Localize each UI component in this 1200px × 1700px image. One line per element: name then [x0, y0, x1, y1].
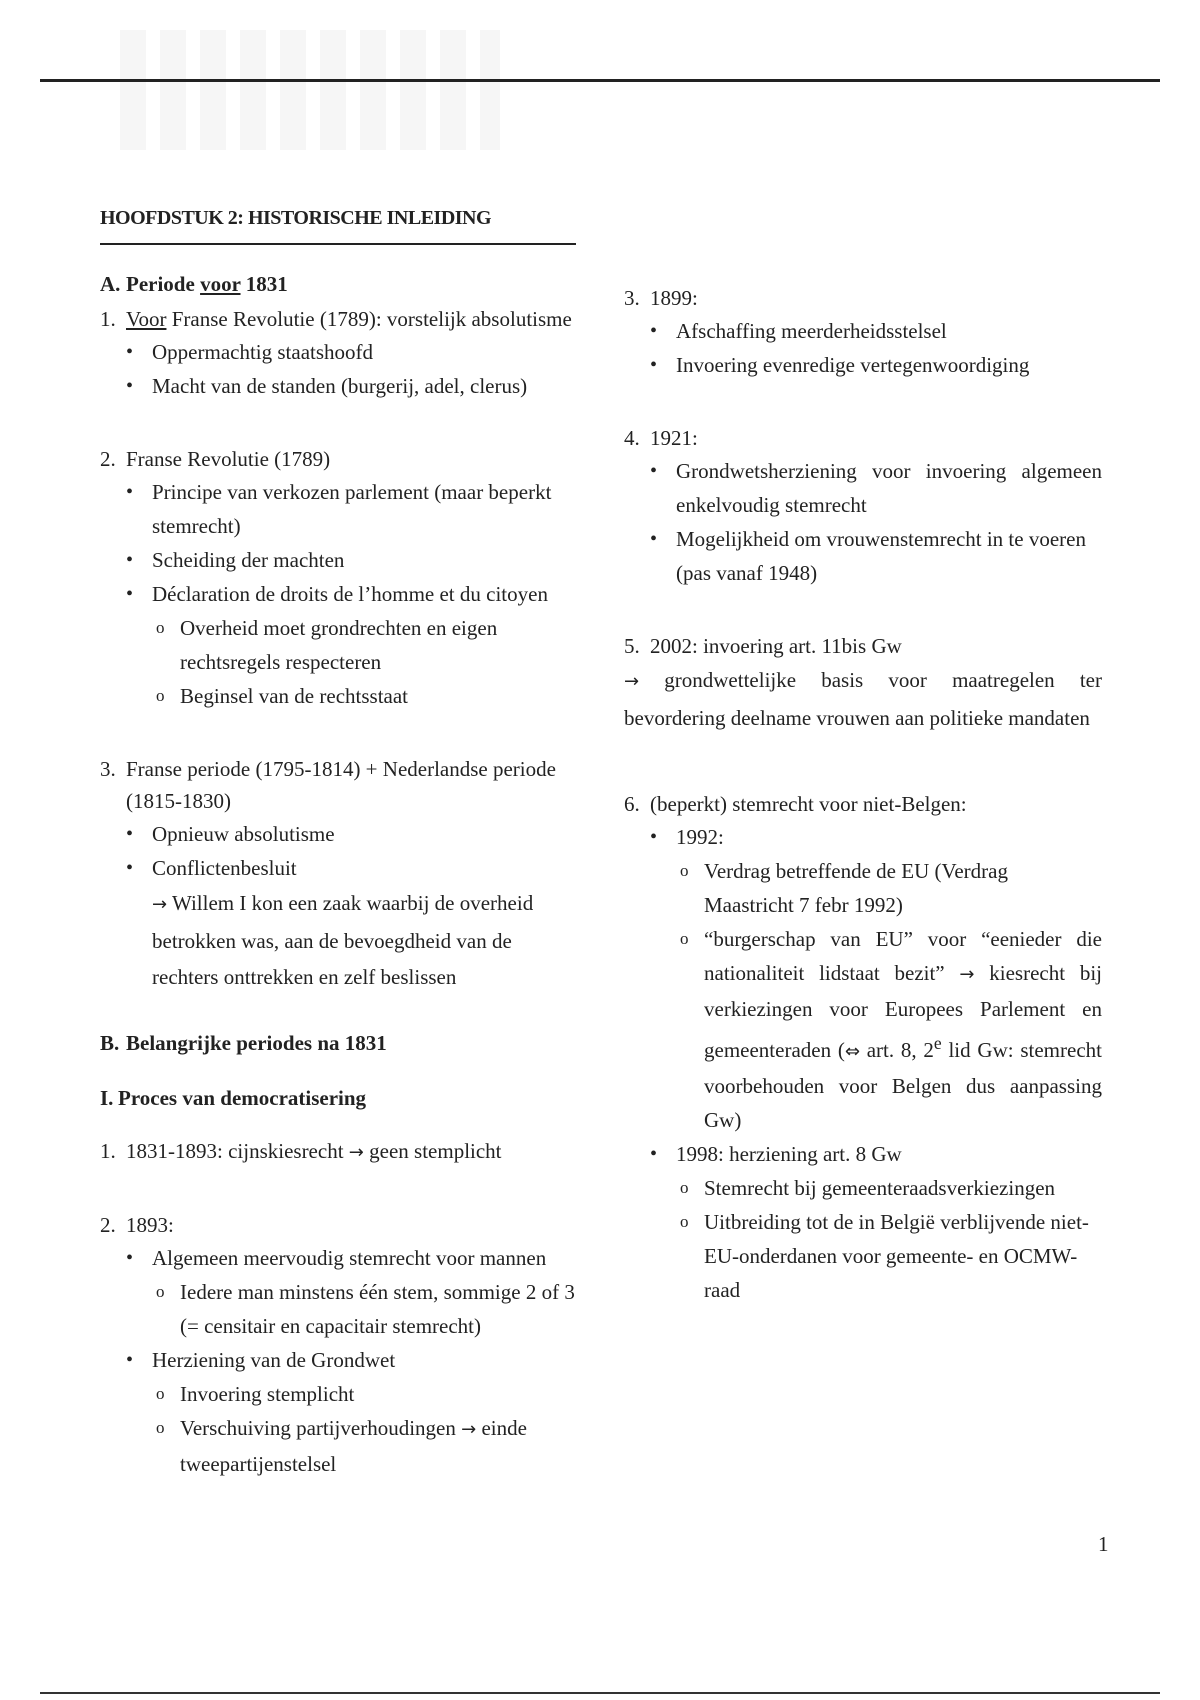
- section-i-heading: I. Proces van democratisering: [100, 1086, 367, 1110]
- sub-bullet-item: o Stemrecht bij gemeenteraadsverkiezingen: [676, 1171, 1102, 1205]
- bullet-item: • Conflictenbesluit → Willem I kon een zaak waarbij de overheid betrokken was, aan de bevoegdheid van de rechters onttrekken en zelf beslissen: [126, 851, 580, 995]
- arrow-right-icon: →: [624, 671, 640, 692]
- list-item-i5: 5. 2002: invoering art. 11bis Gw → grondwettelijke basis voor maatregelen ter bevordering deelname vrouwen aan politieke mandaten: [624, 630, 1102, 736]
- equivalence-icon: ⇔: [844, 1041, 860, 1062]
- header-watermark: [120, 30, 500, 150]
- sub-bullet-item: o Verschuiving partijverhoudingen → einde tweepartijenstelsel: [152, 1411, 580, 1481]
- bullet-item: • Invoering evenredige vertegenwoordiging: [650, 348, 1102, 382]
- section-b-heading: B. Belangrijke periodes na 1831: [100, 1031, 387, 1055]
- bullet-item: • Principe van verkozen parlement (maar beperkt stemrecht): [126, 475, 580, 543]
- sub-bullet-item: o Verdrag betreffende de EU (Verdrag Maastricht 7 febr 1992): [676, 854, 1102, 922]
- footer-rule: [40, 1692, 1160, 1694]
- bullet-item: • Grondwetsherziening voor invoering algemeen enkelvoudig stemrecht: [650, 454, 1102, 522]
- right-column: [624, 282, 1102, 1335]
- list-item-a3: 3. Franse periode (1795-1814) + Nederlandse periode (1815-1830) • Opnieuw absolutisme • Conflictenbesluit → Willem I kon een zaak waarbij de overheid betrokken was, aan de bevoegdheid van de rechters onttrekken en zelf beslissen: [100, 753, 580, 995]
- chapter-title: HOOFDSTUK 2: HISTORISCHE INLEIDING: [100, 207, 492, 229]
- note-text: → Willem I kon een zaak waarbij de overheid betrokken was, aan de bevoegdheid van de rechters onttrekken en zelf beslissen: [152, 891, 534, 989]
- sub-bullet-item: o Beginsel van de rechtsstaat: [152, 679, 580, 713]
- sub-bullet-item: o Iedere man minstens één stem, sommige 2 of 3 (= censitair en capacitair stemrecht): [152, 1275, 580, 1343]
- list-item-a2: 2. Franse Revolutie (1789) • Principe van verkozen parlement (maar beperkt stemrecht) • Scheiding der machten • Déclaration de droits de l’homme et du citoyen o Overheid moet grondrechten en eigen rechtsregels respecteren o Beginsel van de rechtsstaat: [100, 443, 580, 713]
- bullet-item: • Algemeen meervoudig stemrecht voor mannen o Iedere man minstens één stem, sommige 2 of 3 (= censitair en capacitair stemrecht): [126, 1241, 580, 1343]
- bullet-item: • Mogelijkheid om vrouwenstemrecht in te voeren (pas vanaf 1948): [650, 522, 1102, 590]
- bullet-item: • 1992: o Verdrag betreffende de EU (Verdrag Maastricht 7 febr 1992) o “burgerschap van EU” voor “eenieder die nationaliteit lidstaat bezit” → kiesrecht bij verkiezingen voor Europees Parlement en gemeenteraden (⇔ art. 8, 2e lid Gw: stemrecht voorbehouden voor Belgen dus aanpassing Gw): [650, 820, 1102, 1137]
- arrow-right-icon: →: [152, 894, 168, 915]
- sub-bullet-item: o Invoering stemplicht: [152, 1377, 580, 1411]
- bullet-item: • Oppermachtig staatshoofd: [126, 335, 580, 369]
- bullet-item: • Opnieuw absolutisme: [126, 817, 580, 851]
- list-item-i3: 3. 1899: • Afschaffing meerderheidsstelsel • Invoering evenredige vertegenwoordiging: [624, 282, 1102, 382]
- list-item-i2: 2. 1893: • Algemeen meervoudig stemrecht voor mannen o Iedere man minstens één stem, sommige 2 of 3 (= censitair en capacitair stemrecht) • Herziening van de Grondwet o Invoering stemplicht o Verschuiving partijverhoudingen → einde tweepartijenstelsel: [100, 1209, 580, 1481]
- bullet-item: • 1998: herziening art. 8 Gw o Stemrecht bij gemeenteraadsverkiezingen o Uitbreiding tot de in België verblijvende niet-EU-onderdanen voor gemeente- en OCMW-raad: [650, 1137, 1102, 1307]
- header-rule: [40, 79, 1160, 82]
- bullet-item: • Déclaration de droits de l’homme et du citoyen o Overheid moet grondrechten en eigen rechtsregels respecteren o Beginsel van de rechtsstaat: [126, 577, 580, 713]
- bullet-item: • Macht van de standen (burgerij, adel, clerus): [126, 369, 580, 403]
- list-item-i4: 4. 1921: • Grondwetsherziening voor invoering algemeen enkelvoudig stemrecht • Mogelijkheid om vrouwenstemrecht in te voeren (pas vanaf 1948): [624, 422, 1102, 590]
- bullet-item: • Herziening van de Grondwet o Invoering stemplicht o Verschuiving partijverhoudingen → einde tweepartijenstelsel: [126, 1343, 580, 1481]
- list-item-i6: 6. (beperkt) stemrecht voor niet-Belgen: • 1992: o Verdrag betreffende de EU (Verdrag Maastricht 7 febr 1992) o “burgerschap van EU” voor “eenieder die nationaliteit lidstaat bezit” → kiesrecht bij verkiezingen voor Europees Parlement en gemeenteraden (⇔ art. 8, 2e lid Gw: stemrecht voorbehouden voor Belgen dus aanpassing Gw) • 1998: herziening art. 8 Gw o Stemrecht bij gemeenteraadsverkiezingen o Uitbreiding tot de in België verblijvende niet-EU-onderdanen voor gemeente- en OCMW-raad: [624, 788, 1102, 1307]
- arrow-right-icon: →: [348, 1142, 364, 1163]
- title-underline: [100, 243, 576, 245]
- list-item-a1: 1. Voor Franse Revolutie (1789): vorstelijk absolutisme • Oppermachtig staatshoofd • Macht van de standen (burgerij, adel, clerus): [100, 303, 580, 403]
- sub-bullet-item: o Overheid moet grondrechten en eigen rechtsregels respecteren: [152, 611, 580, 679]
- section-a-heading: A. Periode voor 1831: [100, 272, 288, 296]
- note-text: → grondwettelijke basis voor maatregelen ter bevordering deelname vrouwen aan politieke mandaten: [624, 668, 1102, 730]
- list-item-i1: 1. 1831-1893: cijnskiesrecht → geen stemplicht: [100, 1139, 502, 1163]
- arrow-right-icon: →: [959, 964, 975, 985]
- page-number: 1: [1098, 1532, 1109, 1556]
- arrow-right-icon: →: [461, 1419, 477, 1440]
- left-column: [100, 272, 580, 1509]
- bullet-item: • Scheiding der machten: [126, 543, 580, 577]
- sub-bullet-item: o “burgerschap van EU” voor “eenieder die nationaliteit lidstaat bezit” → kiesrecht bij verkiezingen voor Europees Parlement en gemeenteraden (⇔ art. 8, 2e lid Gw: stemrecht voorbehouden voor Belgen dus aanpassing Gw): [676, 922, 1102, 1137]
- bullet-item: • Afschaffing meerderheidsstelsel: [650, 314, 1102, 348]
- sub-bullet-item: o Uitbreiding tot de in België verblijvende niet-EU-onderdanen voor gemeente- en OCMW-raad: [676, 1205, 1102, 1307]
